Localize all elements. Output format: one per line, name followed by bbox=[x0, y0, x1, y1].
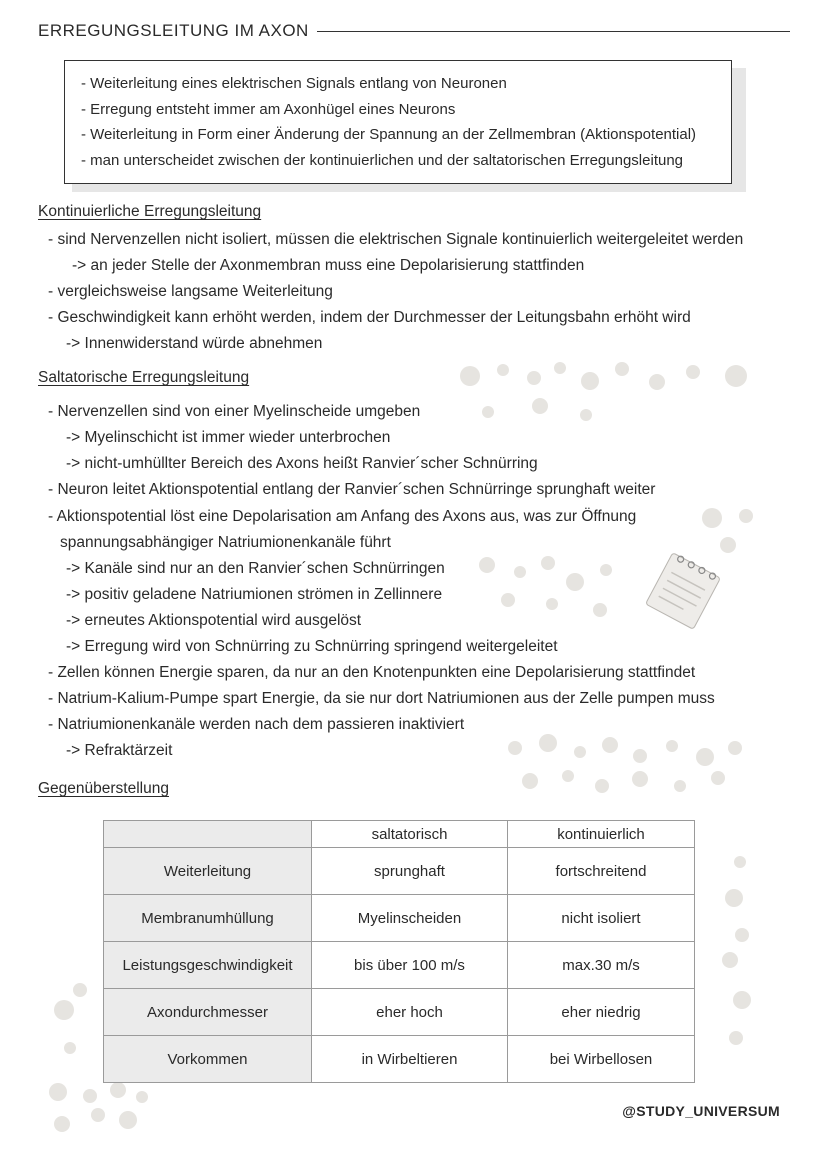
notepad-icon bbox=[640, 552, 726, 630]
intro-line: - Weiterleitung in Form einer Änderung der Spannung an der Zellmembran (Aktionspotential) bbox=[81, 126, 697, 143]
list-item: - Natriumionenkanäle werden nach dem passieren inaktiviert bbox=[48, 716, 465, 733]
list-item: -> positiv geladene Natriumionen strömen in Zellinnere bbox=[66, 586, 443, 603]
row-label: Vorkommen bbox=[104, 1036, 312, 1083]
table-cell: sprunghaft bbox=[312, 848, 508, 895]
list-item: -> Kanäle sind nur an den Ranvier´schen Schnürringen bbox=[66, 560, 445, 577]
list-item: -> Erregung wird von Schnürring zu Schnürring springend weitergeleitet bbox=[66, 638, 558, 655]
list-item: - Neuron leitet Aktionspotential entlang der Ranvier´schen Schnürringe sprunghaft weiter bbox=[48, 481, 656, 498]
row-label: Axondurchmesser bbox=[104, 989, 312, 1036]
row-label: Membranumhüllung bbox=[104, 895, 312, 942]
table-row bbox=[104, 989, 695, 1036]
table-row bbox=[104, 1036, 695, 1083]
table-cell: nicht isoliert bbox=[508, 895, 695, 942]
table-cell: eher niedrig bbox=[508, 989, 695, 1036]
list-item: - Geschwindigkeit kann erhöht werden, indem der Durchmesser der Leitungsbahn erhöht wird bbox=[48, 309, 691, 326]
list-item: - sind Nervenzellen nicht isoliert, müssen die elektrischen Signale kontinuierlich weitergeleitet werden bbox=[48, 231, 744, 248]
list-item: -> Innenwiderstand würde abnehmen bbox=[66, 335, 323, 352]
intro-box bbox=[64, 60, 732, 184]
list-item: -> nicht-umhüllter Bereich des Axons heißt Ranvier´scher Schnürring bbox=[66, 455, 538, 472]
heading-saltatorisch: Saltatorische Erregungsleitung bbox=[38, 369, 250, 386]
table-row bbox=[104, 848, 695, 895]
list-item: - Zellen können Energie sparen, da nur an den Knotenpunkten eine Depolarisierung stattfindet bbox=[48, 664, 696, 681]
list-item: -> Myelinschicht ist immer wieder unterbrochen bbox=[66, 429, 391, 446]
list-item: -> Refraktärzeit bbox=[66, 742, 173, 759]
intro-line: - man unterscheidet zwischen der kontinuierlichen und der saltatorischen Erregungsleitung bbox=[81, 151, 684, 169]
title-row bbox=[38, 18, 790, 44]
table-cell: in Wirbeltieren bbox=[312, 1036, 508, 1083]
table-header-row bbox=[104, 821, 695, 848]
table-cell: fortschreitend bbox=[508, 848, 695, 895]
table-cell: bei Wirbellosen bbox=[508, 1036, 695, 1083]
table-row bbox=[104, 895, 695, 942]
row-label: Weiterleitung bbox=[104, 848, 312, 895]
title-divider bbox=[317, 31, 790, 32]
table-row bbox=[104, 942, 695, 989]
table-cell: bis über 100 m/s bbox=[312, 942, 508, 989]
list-item: - vergleichsweise langsame Weiterleitung bbox=[48, 283, 333, 300]
list-item: spannungsabhängiger Natriumionenkanäle führt bbox=[60, 534, 391, 551]
column-header: kontinuierlich bbox=[508, 821, 695, 848]
intro-line: - Erregung entsteht immer am Axonhügel eines Neurons bbox=[81, 100, 456, 118]
heading-kontinuierlich: Kontinuierliche Erregungsleitung bbox=[38, 203, 262, 220]
intro-line: - Weiterleitung eines elektrischen Signals entlang von Neuronen bbox=[81, 75, 507, 92]
table-cell: max.30 m/s bbox=[508, 942, 695, 989]
row-label: Leistungsgeschwindigkeit bbox=[104, 942, 312, 989]
comparison-table bbox=[103, 820, 695, 1083]
author-handle: @STUDY_UNIVERSUM bbox=[622, 1103, 780, 1119]
table-cell: eher hoch bbox=[312, 989, 508, 1036]
column-header: saltatorisch bbox=[312, 821, 508, 848]
list-item: -> an jeder Stelle der Axonmembran muss eine Depolarisierung stattfinden bbox=[72, 257, 585, 274]
list-item: -> erneutes Aktionspotential wird ausgelöst bbox=[66, 612, 362, 629]
list-item: - Aktionspotential löst eine Depolarisation am Anfang des Axons aus, was zur Öffnung bbox=[48, 508, 637, 525]
table-cell: Myelinscheiden bbox=[312, 895, 508, 942]
list-item: - Natrium-Kalium-Pumpe spart Energie, da sie nur dort Natriumionen aus der Zelle pumpen muss bbox=[48, 690, 715, 707]
list-item: - Nervenzellen sind von einer Myelinscheide umgeben bbox=[48, 403, 421, 420]
column-header bbox=[104, 821, 312, 848]
page-title: ERREGUNGSLEITUNG IM AXON bbox=[38, 21, 309, 40]
heading-comparison: Gegenüberstellung bbox=[38, 780, 169, 797]
